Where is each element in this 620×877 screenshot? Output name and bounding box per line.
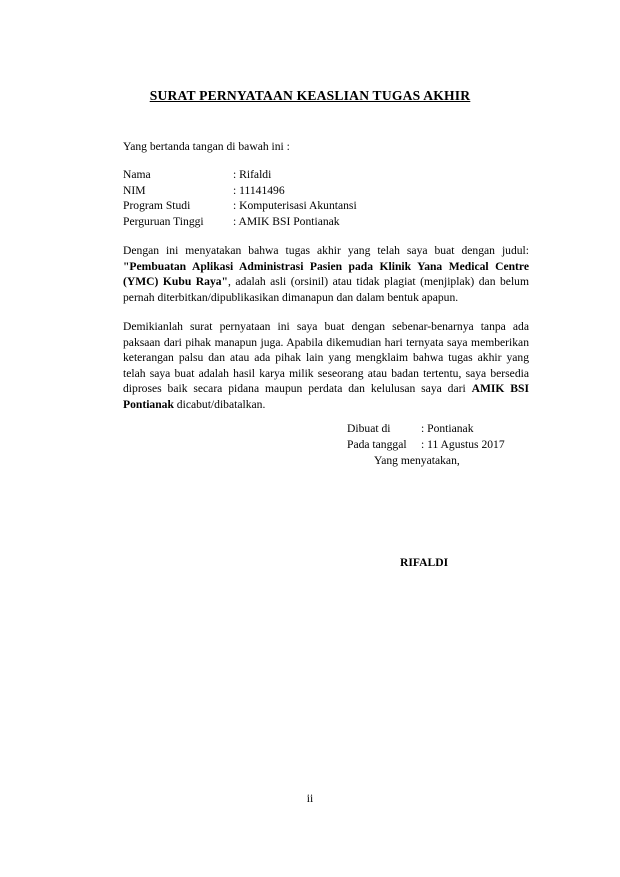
- statement-paragraph: [123, 243, 529, 305]
- name-label: Nama: [123, 168, 151, 181]
- signature-block: [347, 421, 505, 469]
- closing-text: Demikianlah surat pernyataan ini saya buat dengan sebenar-benarnya tanpa ada paksaan dari pihak manapun juga. Apabila dikemudian hari ternyata saya memberikan keterangan palsu dan atau ada pihak lain yang mengklaim bahwa tugas akhir yang telah saya buat adalah hasil karya milik seseorang atau badan tertentu, saya bersedia diproses baik secara pidana maupun perdata dan kelulusan saya dari: [123, 320, 529, 396]
- institution-label: Perguruan Tinggi: [123, 214, 204, 228]
- date-label: Pada tanggal: [347, 438, 407, 451]
- identity-row-institution: [123, 214, 357, 230]
- signature-place-row: [347, 421, 505, 437]
- statement-rest: , adalah asli (orsinil) atau tidak plagiat (menjiplak) dan belum pernah diterbitkan/dipublikasikan dimanapun dan dalam bentuk apapun.: [123, 275, 529, 304]
- identity-block: [123, 167, 357, 229]
- institution-value: : AMIK BSI Pontianak: [233, 214, 340, 228]
- nim-label: NIM: [123, 183, 146, 197]
- program-label: Program Studi: [123, 199, 191, 212]
- program-value: : Komputerisasi Akuntansi: [233, 199, 357, 212]
- signer-name: RIFALDI: [400, 556, 449, 569]
- signature-statement: Yang menyatakan,: [374, 454, 460, 467]
- place-label: Dibuat di: [347, 422, 391, 435]
- closing-paragraph: [123, 319, 529, 413]
- statement-lead: Dengan ini menyatakan bahwa tugas akhir yang telah saya buat dengan judul:: [123, 244, 529, 257]
- identity-row-nim: [123, 183, 357, 199]
- page-title: SURAT PERNYATAAN KEASLIAN TUGAS AKHIR: [149, 88, 471, 103]
- identity-row-program: [123, 198, 357, 214]
- date-value: : 11 Agustus 2017: [421, 438, 505, 451]
- nim-value: : 11141496: [233, 183, 285, 197]
- closing-end: dicabut/dibatalkan.: [173, 397, 266, 411]
- identity-row-name: [123, 167, 357, 183]
- thesis-title: "Pembuatan Aplikasi Administrasi Pasien pada Klinik Yana Medical Centre (YMC) Kubu Raya": [123, 259, 529, 289]
- place-value: : Pontianak: [421, 422, 474, 435]
- name-value: : Rifaldi: [233, 168, 272, 181]
- page-number: ii: [306, 792, 314, 805]
- closing-institution: AMIK BSI Pontianak: [123, 382, 530, 411]
- signature-date-row: [347, 437, 505, 453]
- intro-text: Yang bertanda tangan di bawah ini :: [123, 140, 290, 153]
